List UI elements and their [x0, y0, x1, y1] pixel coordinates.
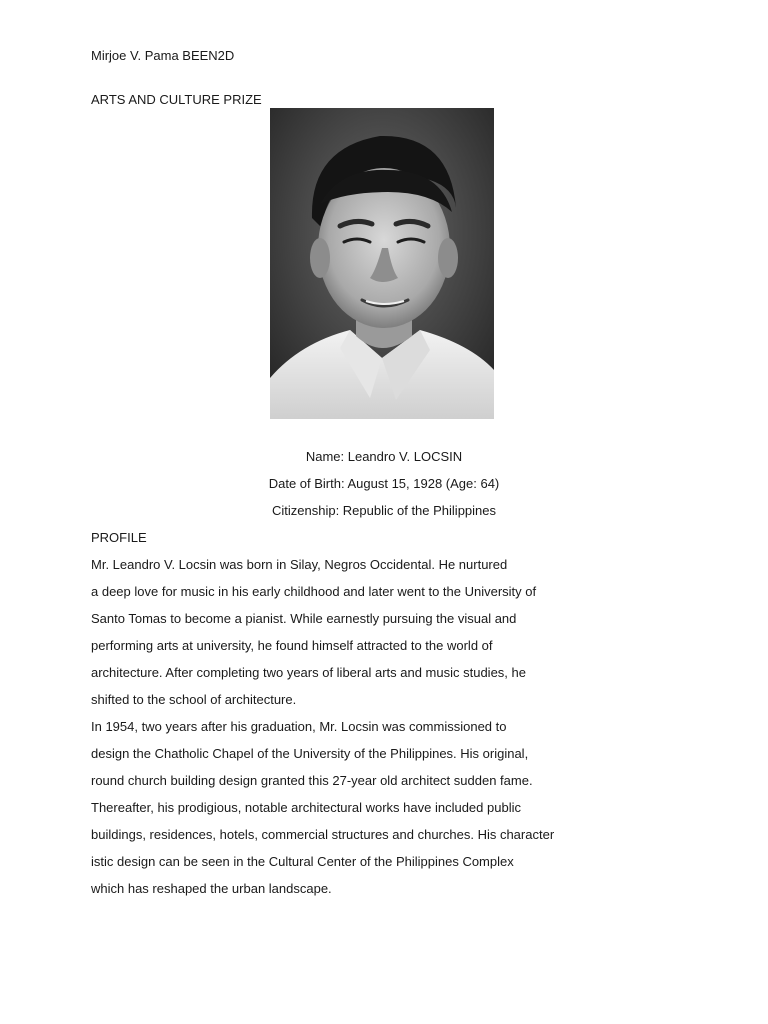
profile-line: Thereafter, his prodigious, notable architectural works have included public	[91, 800, 521, 815]
profile-line: round church building design granted this 27-year old architect sudden fame.	[91, 773, 533, 788]
profile-line: which has reshaped the urban landscape.	[91, 881, 332, 896]
profile-heading: PROFILE	[91, 530, 147, 545]
profile-line: design the Chatholic Chapel of the University of the Philippines. His original,	[91, 746, 529, 761]
portrait-image	[270, 108, 494, 419]
portrait-photo	[270, 108, 494, 419]
profile-line: buildings, residences, hotels, commercial structures and churches. His character	[91, 827, 555, 842]
profile-line: architecture. After completing two years of liberal arts and music studies, he	[91, 665, 526, 680]
profile-line: Santo Tomas to become a pianist. While earnestly pursuing the visual and	[91, 611, 517, 626]
profile-line: In 1954, two years after his graduation, Mr. Locsin was commissioned to	[91, 719, 507, 734]
info-citizenship: Citizenship: Republic of the Philippines	[271, 503, 496, 518]
profile-line: shifted to the school of architecture.	[91, 692, 297, 707]
profile-line: Mr. Leandro V. Locsin was born in Silay, Negros Occidental. He nurtured	[91, 557, 508, 572]
document-title: ARTS AND CULTURE PRIZE	[91, 92, 262, 107]
profile-line: performing arts at university, he found himself attracted to the world of	[91, 638, 493, 653]
info-date-of-birth: Date of Birth: August 15, 1928 (Age: 64)	[268, 476, 500, 491]
info-name: Name: Leandro V. LOCSIN	[305, 449, 463, 464]
author-line: Mirjoe V. Pama BEEN2D	[91, 48, 235, 63]
profile-line: a deep love for music in his early childhood and later went to the University of	[91, 584, 537, 599]
profile-line: istic design can be seen in the Cultural Center of the Philippines Complex	[91, 854, 514, 869]
